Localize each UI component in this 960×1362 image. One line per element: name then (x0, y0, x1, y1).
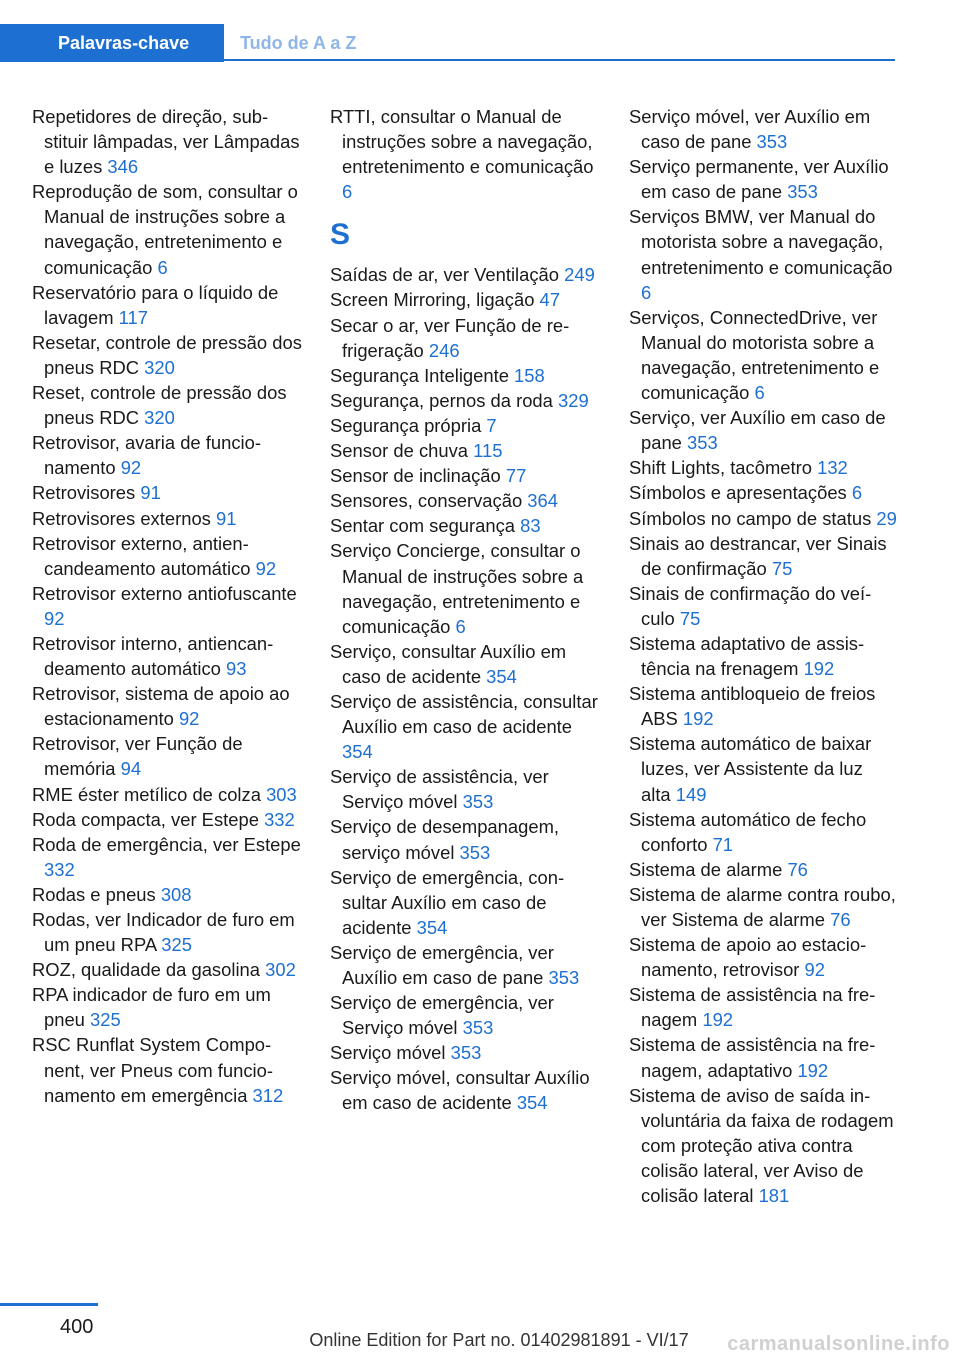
index-entry-text: Shift Lights, tacômetro (629, 457, 818, 479)
index-entry-page-link[interactable]: 47 (539, 289, 561, 311)
index-entry-text: Segurança, pernos da roda (330, 389, 558, 411)
index-entry-page-link[interactable]: 92 (255, 557, 277, 579)
index-entry-text: Sistema antibloqueio de freios ABS (629, 683, 876, 730)
index-entry (330, 639, 600, 689)
index-entry-text: Saídas de ar, ver Ventilação (330, 264, 565, 286)
index-entry-text: Repetidores de direção, substituir lâmpadas, ver Lâmpadas e luzes (32, 106, 300, 178)
index-entry (32, 380, 302, 430)
index-entry-page-link[interactable]: 308 (160, 883, 192, 905)
index-entry (330, 388, 600, 413)
index-entry (629, 857, 897, 882)
tab-palavras-chave[interactable]: Palavras-chave (0, 24, 224, 62)
index-entry (330, 538, 600, 638)
index-entry (32, 882, 302, 907)
index-entry (32, 782, 302, 807)
index-entry-text: Sistema de assistência na frenagem, adaptativo (629, 1034, 876, 1081)
index-entry-text: Sistema de alarme (629, 858, 788, 880)
index-entry-page-link[interactable]: 325 (161, 934, 192, 956)
index-entry-page-link[interactable]: 329 (558, 389, 589, 411)
index-entry-text: Sistema de assistência na frenagem (629, 984, 876, 1031)
header-tabbar (0, 24, 895, 62)
index-entry-text: Roda compacta, ver Estepe (32, 808, 265, 830)
index-entry-text: Serviço de desempanagem, serviço móvel (330, 816, 559, 863)
index-entry-page-link[interactable]: 249 (564, 264, 595, 286)
index-entry-page-link[interactable]: 71 (712, 833, 734, 855)
index-entry-page-link[interactable]: 132 (817, 457, 848, 479)
index-entry (330, 313, 600, 363)
index-entry (330, 940, 600, 990)
index-entry-page-link[interactable]: 94 (120, 758, 142, 780)
index-entry-text: Símbolos no campo de status (629, 507, 877, 529)
index-entry (32, 681, 302, 731)
index-entry (629, 506, 897, 531)
index-entry-text: Segurança própria (330, 414, 487, 436)
index-entry-page-link[interactable]: 192 (797, 1059, 829, 1081)
index-entry-page-link[interactable]: 353 (450, 1042, 482, 1064)
index-entry-page-link[interactable]: 181 (758, 1185, 790, 1207)
index-entry (629, 932, 897, 982)
index-entry (32, 531, 302, 581)
index-entry (32, 1032, 302, 1107)
page-number-bar (0, 1303, 98, 1306)
index-entry-page-link[interactable]: 92 (804, 959, 826, 981)
index-entry-text: Retrovisor, sistema de apoio ao estacionamento (32, 683, 290, 730)
index-entry-page-link[interactable]: 303 (266, 783, 297, 805)
index-entry (629, 1032, 897, 1082)
index-entry-text: Serviço, consultar Auxílio em caso de acidente (330, 640, 567, 687)
index-entry-page-link[interactable]: 92 (44, 607, 65, 629)
index-entry-page-link[interactable]: 93 (225, 658, 247, 680)
index-entry-page-link[interactable]: 354 (342, 741, 373, 763)
index-entry (32, 907, 302, 957)
index-entry-page-link[interactable]: 117 (118, 306, 148, 328)
index-entry-text: Sistema adaptativo de assistência na frenagem (629, 632, 865, 680)
index-entry (330, 1065, 600, 1115)
index-entry-text: Serviço, ver Auxílio em caso de pane (629, 407, 886, 454)
index-entry-text: Símbolos e apresentações (629, 482, 852, 504)
index-entry-page-link[interactable]: 149 (675, 783, 707, 805)
index-entry-page-link[interactable]: 92 (120, 457, 142, 479)
index-entry-page-link[interactable]: 91 (215, 507, 237, 529)
index-entry-page-link[interactable]: 354 (486, 665, 517, 687)
index-column-2 (330, 104, 600, 1116)
index-entry-text: Resetar, controle de pressão dos pneus RDC (32, 331, 302, 378)
index-entry (32, 330, 302, 380)
index-entry (629, 1083, 897, 1208)
edition-text: Online Edition for Part no. 01402981891 - VI/17 (309, 1330, 689, 1350)
index-entry-page-link[interactable]: 76 (830, 909, 851, 930)
index-entry-text: Retrovisor, ver Função de memória (32, 733, 243, 780)
index-entry (629, 631, 897, 681)
index-entry (32, 631, 302, 681)
index-entry (629, 807, 897, 857)
index-entry-page-link[interactable]: 346 (107, 156, 139, 178)
index-entry-page-link[interactable]: 7 (486, 414, 497, 436)
index-entry (330, 104, 600, 204)
index-entry (629, 480, 897, 505)
index-entry-page-link[interactable]: 77 (505, 465, 527, 487)
index-entry (32, 832, 302, 882)
index-entry-page-link[interactable]: 6 (455, 615, 466, 637)
index-entry-text: Rodas, ver Indicador de furo em um pneu RPA (32, 909, 295, 956)
index-entry (629, 681, 897, 731)
index-entry-page-link[interactable]: 353 (459, 841, 491, 863)
index-entry (629, 455, 897, 480)
index-entry-page-link[interactable]: 6 (851, 482, 863, 504)
index-entry-text: ROZ, qualidade da gasolina (32, 959, 266, 981)
index-entry-page-link[interactable]: 158 (514, 364, 545, 386)
tab-divider-line (224, 59, 895, 61)
index-entry-text: Sentar com segurança (330, 515, 521, 537)
watermark-logo: carmanualsonline.info (727, 1333, 950, 1355)
index-entry-page-link[interactable]: 302 (265, 959, 296, 981)
index-entry-text: Serviço de emergência, consultar Auxílio em caso de acidente (330, 866, 565, 938)
index-entry (629, 405, 897, 455)
index-entry-text: Sistema automático de fecho conforto (629, 808, 867, 855)
index-entry-page-link[interactable]: 364 (527, 490, 558, 512)
index-entry-text: Reset, controle de pressão dos pneus RDC (32, 382, 287, 429)
index-entry-text: Serviço móvel, consultar Auxílio em caso de acidente (330, 1067, 590, 1114)
index-entry (330, 865, 600, 940)
index-entry-page-link[interactable]: 6 (754, 382, 765, 404)
index-entry (330, 814, 600, 864)
index-entry (32, 430, 302, 480)
index-entry-text: Sistema de aviso de saída involuntária da faixa de rodagem com proteção ativa contra colisão lateral, ver Aviso de colisão lateral (629, 1084, 894, 1207)
index-entry-text: Sinais ao destrancar, ver Sinais de confirmação (629, 532, 887, 579)
index-entry-text: Serviço Concierge, consultar o Manual de instruções sobre a navegação, entretenimento e comunicação (330, 540, 584, 637)
index-entry (629, 982, 897, 1032)
index-entry (330, 363, 600, 388)
index-entry-text: Sistema automático de baixar luzes, ver Assistente da luz alta (629, 733, 872, 805)
index-entry-text: Roda de emergência, ver Estepe (32, 833, 301, 855)
index-entry (629, 581, 897, 631)
index-entry-text: Serviço móvel (330, 1042, 451, 1064)
index-entry (32, 506, 302, 531)
index-entry (330, 438, 600, 463)
index-entry-text: RTTI, consultar o Manual de instruções sobre a navegação, entretenimento e comunicação (330, 106, 594, 178)
index-entry-text: Sistema de alarme contra roubo, ver Sistema de alarme (629, 883, 896, 930)
index-entry-page-link[interactable]: 192 (682, 708, 714, 730)
index-entry (629, 882, 897, 932)
index-entry-page-link[interactable]: 320 (144, 407, 175, 429)
index-entry-text: RME éster metílico de colza (32, 783, 267, 805)
index-entry-page-link[interactable]: 353 (548, 967, 580, 988)
index-entry-text: Serviços, ConnectedDrive, ver Manual do motorista sobre a navegação, entretenimento e comunicação (629, 306, 880, 404)
index-entry-page-link[interactable]: 353 (787, 181, 818, 203)
index-entry-text: Retrovisor externo antiofuscante (32, 582, 297, 604)
index-entry-page-link[interactable]: 115 (473, 440, 503, 462)
index-entry-page-link[interactable]: 320 (144, 356, 175, 378)
index-entry-text: RSC Runflat System Component, ver Pneus com funcionamento em emergência (32, 1034, 273, 1106)
index-entry (32, 807, 302, 832)
index-entry-text: Retrovisor interno, antiencandeamento automático (32, 632, 274, 680)
index-entry-text: Reservatório para o líquido de lavagem (32, 281, 279, 328)
index-entry (330, 513, 600, 538)
index-entry-page-link[interactable]: 192 (803, 658, 835, 680)
index-entry (629, 154, 897, 204)
index-entry (330, 488, 600, 513)
index-entry (32, 982, 302, 1032)
index-entry-page-link[interactable]: 246 (428, 339, 460, 361)
tab-tudo-de-a-a-z[interactable]: Tudo de A a Z (240, 33, 357, 53)
index-entry (330, 764, 600, 814)
index-entry-page-link[interactable]: 6 (641, 281, 652, 303)
index-column-3 (629, 104, 897, 1208)
index-entry-page-link[interactable]: 91 (140, 482, 161, 504)
index-entry-page-link[interactable]: 6 (342, 181, 353, 203)
index-entry (629, 531, 897, 581)
index-entry-page-link[interactable]: 325 (90, 1009, 121, 1031)
index-entry-page-link[interactable]: 75 (679, 607, 701, 629)
index-entry (330, 990, 600, 1040)
index-entry (32, 731, 302, 781)
index-entry-text: Reprodução de som, consultar o Manual de instruções sobre a navegação, entretenimento e comunicação (32, 181, 298, 278)
index-entry-text: Screen Mirroring, ligação (330, 289, 540, 311)
index-entry (32, 280, 302, 330)
index-entry-page-link[interactable]: 332 (264, 808, 295, 830)
index-entry-text: Secar o ar, ver Função de refrigeração (330, 314, 570, 361)
index-entry-text: Sistema de apoio ao estacionamento, retrovisor (629, 934, 867, 981)
index-entry-text: Serviços BMW, ver Manual do motorista sobre a navegação, entretenimento e comunicação (629, 206, 893, 278)
index-column-1 (32, 104, 302, 1108)
index-entry-text: RPA indicador de furo em um pneu (32, 984, 271, 1031)
index-entry (629, 305, 897, 405)
section-letter: S (330, 218, 351, 252)
index-entry (330, 463, 600, 488)
index-entry-page-link[interactable]: 29 (876, 507, 897, 529)
index-entry-page-link[interactable]: 192 (702, 1009, 734, 1031)
index-entry (330, 287, 600, 312)
index-entry (32, 179, 302, 279)
index-entry-text: Serviço permanente, ver Auxílio em caso de pane (629, 156, 889, 203)
index-entry-page-link[interactable]: 312 (252, 1084, 284, 1106)
index-entry-page-link[interactable]: 6 (157, 256, 168, 278)
index-entry (330, 1040, 600, 1065)
index-entry-text: Segurança Inteligente (330, 364, 515, 386)
index-entry-page-link[interactable]: 83 (520, 515, 541, 537)
index-entry-page-link[interactable]: 354 (416, 916, 448, 938)
index-entry (32, 581, 302, 631)
index-entry (629, 104, 897, 154)
index-entry-text: Retrovisores (32, 482, 141, 504)
index-entry-text: Serviço móvel, ver Auxílio em caso de pane (629, 106, 871, 153)
index-entry-page-link[interactable]: 353 (462, 791, 494, 813)
index-entry-text: Retrovisor, avaria de funcionamento (32, 432, 261, 479)
index-entry (32, 957, 302, 982)
index-entry-text: Sensores, conservação (330, 490, 528, 512)
index-entry-page-link[interactable]: 353 (756, 131, 788, 153)
index-entry (330, 689, 600, 764)
index-entry (32, 480, 302, 505)
index-entry-page-link[interactable]: 353 (462, 1017, 494, 1039)
index-entry-page-link[interactable]: 92 (178, 708, 200, 730)
index-entry (32, 104, 302, 179)
index-entry-text: Retrovisores externos (32, 507, 216, 529)
index-entry (629, 731, 897, 806)
index-entry-page-link[interactable]: 76 (787, 858, 808, 880)
index-entry-text: Sensor de chuva (330, 440, 474, 462)
index-entry-page-link[interactable]: 332 (44, 858, 75, 880)
page-number: 400 (60, 1316, 94, 1338)
index-entry-page-link[interactable]: 75 (771, 557, 793, 579)
index-entry-text: Serviço de assistência, ver Serviço móvel (330, 766, 549, 813)
index-entry (330, 262, 600, 287)
index-entry-text: Sinais de confirmação do veículo (629, 582, 872, 629)
index-entry (330, 413, 600, 438)
index-entry-text: Rodas e pneus (32, 883, 161, 905)
index-entry-page-link[interactable]: 354 (516, 1092, 548, 1114)
index-entry-text: Serviço de emergência, ver Serviço móvel (330, 992, 554, 1039)
index-entry (629, 204, 897, 304)
index-entry-text: Sensor de inclinação (330, 465, 506, 487)
index-entry-text: Retrovisor externo, antiencandeamento automático (32, 532, 256, 579)
index-entry-text: Serviço de assistência, consultar Auxílio em caso de acidente (330, 690, 598, 738)
index-entry-page-link[interactable]: 353 (687, 432, 718, 454)
index-entry-text: Serviço de emergência, ver Auxílio em caso de pane (330, 941, 554, 988)
